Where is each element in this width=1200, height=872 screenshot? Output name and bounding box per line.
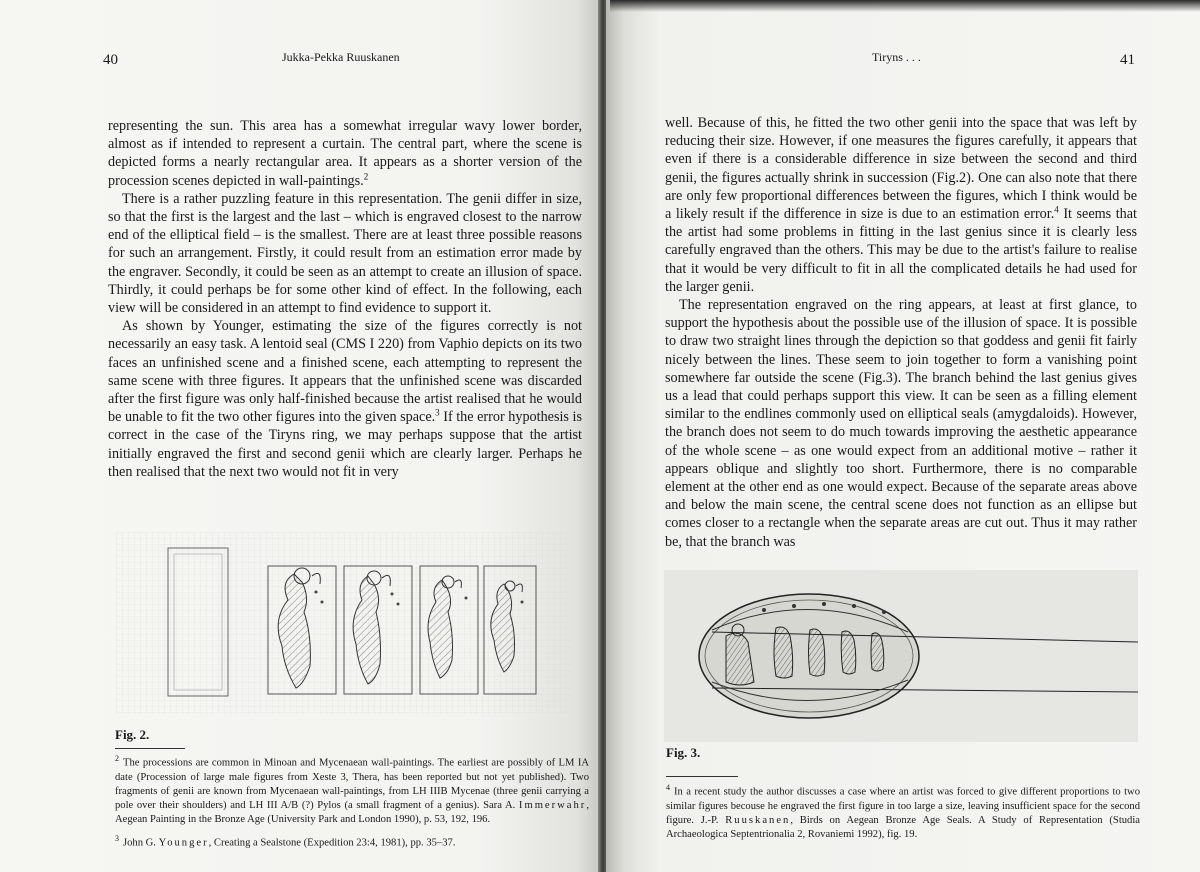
paragraph: As shown by Younger, estimating the size of the figures correctly is not necessarily an easy task. A lentoid seal (CMS I 220) from Vaphio depicts on its two faces an unfinished scene and a finished scene, each attempting to represent the same scene with three figures. It appears that the unfinished scene was discarded after the first figure was only half-finished because the artist realised that he would be unable to fit the two other figures into the given space.$^3$ If the error hypothesis is correct in the case of the Tiryns ring, we may perhaps suppose that the artist initially engraved the first and second genii which are clearly larger. Perhaps he then realised that the next two would not fit in very xyxy=(108,318,582,480)
footnote-ref: 3 xyxy=(435,407,440,418)
figure-3-label: Fig. 3. xyxy=(666,745,701,760)
running-head: Jukka-Pekka Ruuskanen xyxy=(282,50,400,64)
right-page xyxy=(606,0,1200,872)
running-head: Tiryns . . . xyxy=(872,50,921,64)
page-edge-shadow xyxy=(610,0,1200,12)
body-text xyxy=(108,117,582,481)
paragraph: representing the sun. This area has a somewhat irregular wavy lower border, almost as if intended to represent a curtain. The central part, where the scene is depicted forms a nearly rectangular area. It appears as a shorter version of the procession scenes depicted in wall-paintings.$^2$ xyxy=(108,118,582,189)
genius-figure xyxy=(809,629,825,676)
footnote-3: $^3$ John G. Younger, Creating a Sealstone (Expedition 23:4, 1981), pp. 35–37. xyxy=(115,834,456,849)
figure-2-image xyxy=(116,532,572,714)
paragraph: The representation engraved on the ring appears, at least at first glance, to support the hypothesis about the possible use of the illusion of space. It is possible to draw two straight lines through the depiction so that goddess and genii fit fairly nicely between the lines. These seem to join together to form a vanishing point somewhere far outside the scene (Fig.3). The branch behind the last genius gives us a lead that could perhaps support this view. It can be seen as a filling element similar to the endlines commonly used on elliptical seals (amygdaloids). However, the branch does not seem to do much towards improving the aesthetic appearance of the whole scene – as one would expect from an additional motive – rather it appears oblique and slightly too short. Furthermore, there is no comparable element at the other end as one would expect. Because of the separate areas above and below the main scene, the central scene does not function as an ellipse but comes closer to a rectangle when the separate areas are cut out. Thus it may rather be, that the branch was xyxy=(665,297,1137,550)
page-number: 41 xyxy=(1120,52,1135,68)
page-number: 40 xyxy=(103,52,118,68)
figure-3-image xyxy=(664,570,1138,742)
genius-figure xyxy=(774,627,793,678)
figure-2-label: Fig. 2. xyxy=(115,727,150,742)
body-text xyxy=(665,114,1137,551)
paragraph: There is a rather puzzling feature in this representation. The genii differ in size, so that the first is the largest and the last – which is engraved closest to the narrow end of the elliptical field – is the smallest. There are at least three possible reasons for such an arrangement. Firstly, it could result from an estimation error made by the engraver. Secondly, it could be seen as an attempt to create an illusion of space. Thirdly, it could perhaps be for some other kind of effect. In the following, each view will be considered in an attempt to find evidence to support it. xyxy=(108,190,582,317)
footnote-4: $^4$ In a recent study the author discusses a case where an artist was forced to give different proportions to two similar figures becouse he engraved the first figure in too large a size, leaving insufficient space for the second figure. J.-P. Ruuskanen, Birds on Aegean Bronze Age Seals. A Study of Representation (Studia Archaeologica Septentrionalia 2, Rovaniemi 1992), fig. 19. xyxy=(666,783,1140,840)
footnote-2: $^2$ The processions are common in Minoan and Mycenaean wall-paintings. The earliest are possibly of LM IA date (Procession of large male figures from Xeste 3, Thera, has been reported but not yet published). Two fragments of genii are known from Mycenaean wall-paintings, from LH IIIB Mycenae (three genii carrying a pole over their shoulders) and LH III A/B (?) Pylos (a small fragment of a genius). Sara A. Immerwahr, Aegean Painting in the Bronze Age (University Park and London 1990), p. 53, 192, 196. xyxy=(115,754,589,825)
paragraph: well. Because of this, he fitted the two other genii into the space that was left by reducing their size. However, if one measures the figures carefully, it appears that even if there is a considerable difference in size between the second and third genii, the figures actually shrink in succession (Fig.2). One can also note that there are only few proportional differences between the figures, which I think would be a likely result if the difference in size is due to an estimation error.$^4$ It seems that the artist had some problems in fitting in the last genius since it is clearly less carefully engraved than the others. This may be due to the artist's failure to realise that it would be very difficult to fit in all the complicated details he had used for the larger genii. xyxy=(665,115,1138,295)
footnote-ref: 2 xyxy=(363,170,369,181)
footnote-rule xyxy=(115,748,185,749)
footnote-rule xyxy=(666,776,738,777)
footnote-ref: 4 xyxy=(1054,204,1059,215)
